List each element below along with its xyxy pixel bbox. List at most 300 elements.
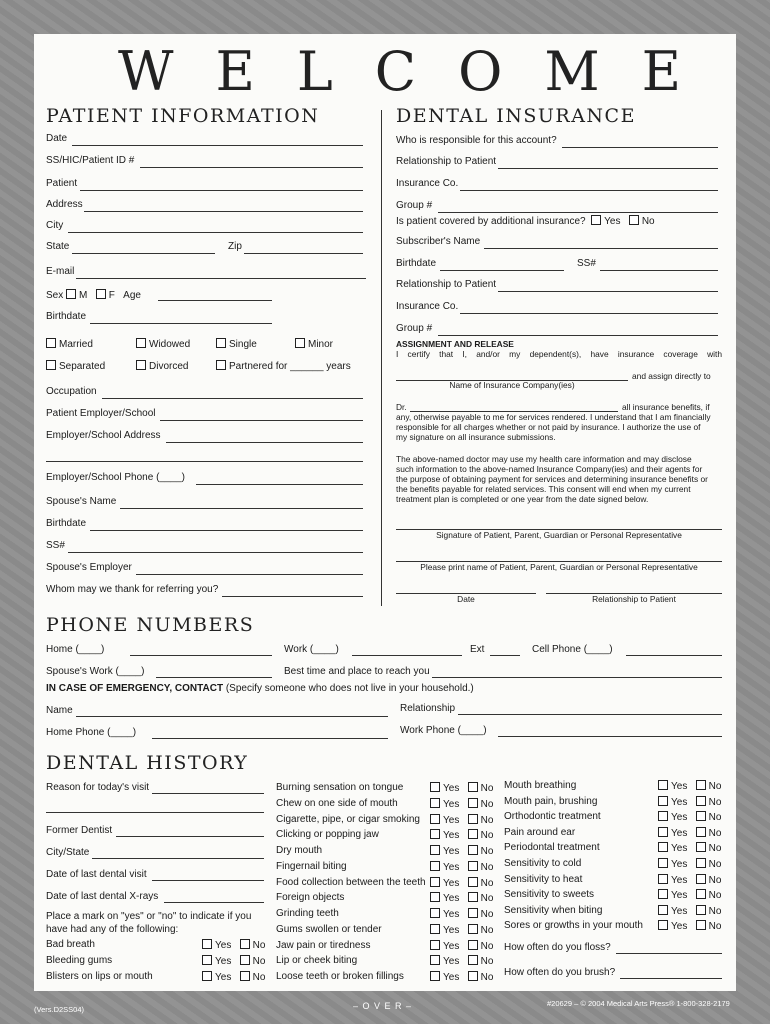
release-line1: I certify that I, and/or my dependent(s), have insurance coverage with bbox=[396, 349, 722, 359]
yes-checkbox[interactable] bbox=[658, 780, 668, 790]
partnered-label: Partnered for ______ years bbox=[229, 361, 351, 372]
additional-label: Is patient covered by additional insurance? bbox=[396, 216, 586, 227]
no-checkbox[interactable] bbox=[696, 920, 706, 930]
emergency-work-phone-label: Work Phone (____) bbox=[400, 725, 487, 736]
yes-checkbox[interactable] bbox=[430, 955, 440, 965]
no-label: No bbox=[480, 846, 494, 857]
yes-label: Yes bbox=[671, 890, 688, 902]
yes-no-options[interactable] bbox=[658, 842, 721, 855]
employer-address-field-2[interactable] bbox=[46, 461, 363, 462]
benefits-if-text: all insurance benefits, if bbox=[622, 402, 710, 412]
yes-label: Yes bbox=[671, 812, 688, 824]
yes-checkbox[interactable] bbox=[430, 971, 440, 981]
date-caption: Date bbox=[457, 594, 475, 604]
single-checkbox[interactable] bbox=[216, 338, 226, 348]
date-label: Date bbox=[46, 133, 68, 144]
yes-checkbox[interactable] bbox=[430, 782, 440, 792]
emergency-name-label: Name bbox=[46, 705, 73, 716]
no-checkbox[interactable] bbox=[468, 924, 478, 934]
condition-label: Mouth breathing bbox=[504, 780, 577, 791]
additional-yes-checkbox[interactable] bbox=[591, 215, 601, 225]
no-checkbox[interactable] bbox=[696, 796, 706, 806]
patient-info-heading: PATIENT INFORMATION bbox=[46, 105, 320, 127]
date-field[interactable] bbox=[72, 145, 363, 146]
city-label: City bbox=[46, 220, 64, 231]
yes-no-options[interactable] bbox=[430, 908, 493, 921]
yes-checkbox[interactable] bbox=[658, 920, 668, 930]
yes-checkbox[interactable] bbox=[658, 811, 668, 821]
yes-checkbox[interactable] bbox=[430, 814, 440, 824]
condition-label: Chew on one side of mouth bbox=[276, 797, 398, 809]
yes-label: Yes bbox=[671, 874, 688, 886]
last-visit-label: Date of last dental visit bbox=[46, 869, 147, 880]
partnered-option[interactable] bbox=[216, 360, 351, 373]
form-title: WELCOME bbox=[118, 40, 724, 103]
sex-f-label: F bbox=[108, 290, 115, 301]
yes-checkbox[interactable] bbox=[430, 908, 440, 918]
additional-row bbox=[396, 215, 655, 228]
relationship1-label: Relationship to Patient bbox=[396, 156, 497, 167]
minor-label: Minor bbox=[308, 339, 334, 350]
yes-label: Yes bbox=[443, 972, 460, 983]
yes-no-options[interactable] bbox=[658, 874, 721, 887]
release-para2-line4: the benefits payable for related services. This consent will end when my current bbox=[396, 484, 691, 494]
responsible-label: Who is responsible for this account? bbox=[396, 135, 557, 146]
yes-checkbox[interactable] bbox=[430, 924, 440, 934]
no-checkbox[interactable] bbox=[240, 971, 250, 981]
no-label: No bbox=[480, 956, 494, 968]
company2-field[interactable] bbox=[460, 313, 718, 314]
condition-label: Grinding teeth bbox=[276, 908, 339, 919]
emergency-home-phone-field[interactable] bbox=[152, 738, 388, 739]
spouse-ss-label: SS# bbox=[46, 540, 65, 551]
no-checkbox[interactable] bbox=[468, 955, 478, 965]
condition-label: Pain around ear bbox=[504, 826, 576, 838]
relationship1-field[interactable] bbox=[498, 168, 718, 169]
spouse-employer-field[interactable] bbox=[136, 574, 363, 575]
condition-label: Dry mouth bbox=[276, 845, 323, 856]
no-checkbox[interactable] bbox=[696, 842, 706, 852]
no-label: No bbox=[480, 909, 494, 920]
no-checkbox[interactable] bbox=[696, 889, 706, 899]
yes-checkbox[interactable] bbox=[202, 955, 212, 965]
ext-field[interactable] bbox=[490, 655, 520, 656]
no-checkbox[interactable] bbox=[240, 939, 250, 949]
yes-no-options[interactable] bbox=[430, 877, 493, 890]
release-para1-line4: my signature on all insurance submissions. bbox=[396, 432, 556, 442]
yes-no-options[interactable] bbox=[430, 814, 493, 827]
sex-m-checkbox[interactable] bbox=[66, 289, 76, 299]
no-label: No bbox=[708, 812, 722, 824]
yes-no-options[interactable] bbox=[658, 905, 721, 918]
ins-ss-field[interactable] bbox=[600, 270, 718, 271]
over-text: – O V E R – bbox=[353, 1001, 413, 1011]
no-checkbox[interactable] bbox=[468, 861, 478, 871]
email-field[interactable] bbox=[76, 278, 366, 279]
yes-no-options[interactable] bbox=[202, 971, 265, 984]
no-checkbox[interactable] bbox=[468, 814, 478, 824]
dental-history-heading: DENTAL HISTORY bbox=[46, 752, 249, 774]
yes-label: Yes bbox=[443, 783, 460, 794]
yes-no-options[interactable] bbox=[658, 889, 721, 902]
no-checkbox[interactable] bbox=[468, 908, 478, 918]
condition-label: Clicking or popping jaw bbox=[276, 829, 379, 841]
company1-label: Insurance Co. bbox=[396, 178, 459, 189]
relationship2-label: Relationship to Patient bbox=[396, 279, 497, 290]
no-checkbox[interactable] bbox=[696, 858, 706, 868]
sex-f-checkbox[interactable] bbox=[96, 289, 106, 299]
condition-label: Lip or cheek biting bbox=[276, 955, 358, 967]
sex-label: Sex bbox=[46, 290, 64, 301]
single-label: Single bbox=[229, 339, 257, 350]
cell-phone-label: Cell Phone (____) bbox=[532, 644, 613, 655]
no-checkbox[interactable] bbox=[468, 798, 478, 808]
occupation-label: Occupation bbox=[46, 386, 97, 397]
ext-label: Ext bbox=[470, 644, 485, 655]
separated-label: Separated bbox=[59, 361, 106, 372]
referral-label: Whom may we thank for referring you? bbox=[46, 584, 219, 595]
no-checkbox[interactable] bbox=[696, 905, 706, 915]
city-field[interactable] bbox=[68, 232, 363, 233]
no-label: No bbox=[480, 877, 494, 889]
emergency-relationship-field[interactable] bbox=[458, 714, 722, 715]
yes-no-options[interactable] bbox=[658, 858, 721, 871]
relationship2-field[interactable] bbox=[498, 291, 718, 292]
age-label: Age bbox=[123, 290, 141, 301]
spouse-ss-field[interactable] bbox=[68, 552, 363, 553]
signature-caption: Signature of Patient, Parent, Guardian or Personal Representative bbox=[436, 530, 682, 540]
yes-label: Yes bbox=[443, 956, 460, 968]
patient-field[interactable] bbox=[80, 190, 363, 191]
release-heading: ASSIGNMENT AND RELEASE bbox=[396, 339, 514, 349]
birthdate-field[interactable] bbox=[90, 323, 272, 324]
yes-no-options[interactable] bbox=[430, 924, 493, 937]
responsible-field[interactable] bbox=[562, 147, 718, 148]
home-phone-label: Home (____) bbox=[46, 644, 105, 655]
yes-label: Yes bbox=[671, 843, 688, 855]
yes-checkbox[interactable] bbox=[658, 796, 668, 806]
condition-label: Fingernail biting bbox=[276, 860, 347, 872]
yes-label: Yes bbox=[443, 814, 460, 826]
divorced-option[interactable] bbox=[136, 360, 188, 373]
relationship-caption: Relationship to Patient bbox=[592, 594, 676, 604]
married-checkbox[interactable] bbox=[46, 338, 56, 348]
single-option[interactable] bbox=[216, 338, 257, 351]
yes-no-options[interactable] bbox=[658, 780, 721, 793]
ins-ss-label: SS# bbox=[577, 258, 596, 269]
phone-numbers-heading: PHONE NUMBERS bbox=[46, 614, 255, 636]
condition-label: Jaw pain or tiredness bbox=[276, 939, 371, 951]
yes-checkbox[interactable] bbox=[658, 842, 668, 852]
company-caption: Name of Insurance Company(ies) bbox=[449, 380, 575, 390]
no-checkbox[interactable] bbox=[468, 845, 478, 855]
yes-label: Yes bbox=[443, 877, 460, 889]
subscriber-field[interactable] bbox=[484, 248, 718, 249]
column-divider bbox=[381, 110, 382, 606]
address-field[interactable] bbox=[84, 211, 363, 212]
reason-field[interactable] bbox=[152, 793, 264, 794]
no-label: No bbox=[708, 859, 722, 870]
subscriber-label: Subscriber's Name bbox=[396, 236, 481, 247]
group2-field[interactable] bbox=[438, 335, 718, 336]
last-xrays-field[interactable] bbox=[164, 902, 264, 903]
work-phone-label: Work (____) bbox=[284, 644, 339, 655]
no-label: No bbox=[480, 861, 494, 873]
divorced-checkbox[interactable] bbox=[136, 360, 146, 370]
condition-label: Bad breath bbox=[46, 939, 95, 950]
no-label: No bbox=[252, 956, 266, 967]
ssid-field[interactable] bbox=[140, 167, 363, 168]
no-label: No bbox=[480, 972, 494, 983]
no-checkbox[interactable] bbox=[468, 877, 478, 887]
last-xrays-label: Date of last dental X-rays bbox=[46, 891, 159, 902]
employer-address-field[interactable] bbox=[166, 442, 363, 443]
company1-field[interactable] bbox=[460, 190, 718, 191]
condition-label: Sores or growths in your mouth bbox=[504, 920, 643, 932]
ssid-label: SS/HIC/Patient ID # bbox=[46, 155, 135, 166]
spouse-birthdate-field[interactable] bbox=[90, 530, 363, 531]
yes-checkbox[interactable] bbox=[202, 939, 212, 949]
former-dentist-field[interactable] bbox=[116, 836, 264, 837]
yes-checkbox[interactable] bbox=[658, 889, 668, 899]
ins-birthdate-field[interactable] bbox=[440, 270, 564, 271]
instruction-line1: Place a mark on "yes" or "no" to indicate if you bbox=[46, 911, 252, 922]
assign-directly-text: and assign directly to bbox=[632, 371, 711, 381]
yes-no-options[interactable] bbox=[658, 920, 721, 933]
condition-label: Sensitivity when biting bbox=[504, 904, 603, 916]
sex-row bbox=[46, 289, 141, 302]
release-para2-line1: The above-named doctor may use my health care information and may disclose bbox=[396, 454, 692, 464]
condition-label: Food collection between the teeth bbox=[276, 876, 426, 888]
print-name-caption: Please print name of Patient, Parent, Guardian or Personal Representative bbox=[420, 562, 698, 572]
married-label: Married bbox=[59, 339, 93, 350]
no-label: No bbox=[480, 830, 494, 842]
yes-checkbox[interactable] bbox=[658, 858, 668, 868]
no-label: No bbox=[480, 893, 494, 905]
emergency-work-phone-field[interactable] bbox=[498, 736, 722, 737]
no-checkbox[interactable] bbox=[696, 780, 706, 790]
age-field[interactable] bbox=[158, 300, 272, 301]
yes-label: Yes bbox=[443, 924, 460, 936]
yes-no-options[interactable] bbox=[658, 811, 721, 824]
best-time-label: Best time and place to reach you bbox=[284, 666, 430, 677]
additional-yes-label: Yes bbox=[604, 216, 621, 227]
spouse-name-label: Spouse's Name bbox=[46, 496, 117, 507]
yes-label: Yes bbox=[443, 940, 460, 952]
floss-label: How often do you floss? bbox=[504, 942, 611, 953]
no-label: No bbox=[252, 972, 266, 983]
yes-no-options[interactable] bbox=[430, 845, 493, 858]
yes-label: Yes bbox=[671, 859, 688, 870]
zip-field[interactable] bbox=[244, 253, 363, 254]
yes-checkbox[interactable] bbox=[430, 798, 440, 808]
brush-field[interactable] bbox=[620, 978, 722, 979]
release-para2-line3: the purpose of obtaining payment for services and determining insurance benefits or bbox=[396, 474, 708, 484]
birthdate-label: Birthdate bbox=[46, 311, 87, 322]
last-visit-field[interactable] bbox=[152, 880, 264, 881]
patient-label: Patient bbox=[46, 178, 78, 189]
form-paper bbox=[34, 34, 736, 991]
yes-no-options[interactable] bbox=[430, 782, 493, 795]
separated-checkbox[interactable] bbox=[46, 360, 56, 370]
dr-label: Dr. bbox=[396, 402, 407, 412]
yes-label: Yes bbox=[215, 972, 232, 983]
separated-option[interactable] bbox=[46, 360, 105, 373]
address-label: Address bbox=[46, 199, 83, 210]
no-checkbox[interactable] bbox=[468, 940, 478, 950]
ins-birthdate-label: Birthdate bbox=[396, 258, 437, 269]
yes-label: Yes bbox=[443, 861, 460, 873]
no-checkbox[interactable] bbox=[468, 971, 478, 981]
condition-label: Loose teeth or broken fillings bbox=[276, 971, 404, 982]
reason-field-2[interactable] bbox=[46, 812, 264, 813]
yes-no-options[interactable] bbox=[430, 892, 493, 905]
yes-label: Yes bbox=[443, 830, 460, 842]
yes-checkbox[interactable] bbox=[430, 861, 440, 871]
no-label: No bbox=[480, 940, 494, 952]
former-dentist-label: Former Dentist bbox=[46, 825, 113, 836]
release-para1-line2: any, otherwise payable to me for services rendered. I understand that I am financially bbox=[396, 412, 711, 422]
dental-insurance-heading: DENTAL INSURANCE bbox=[396, 105, 636, 127]
referral-field[interactable] bbox=[222, 596, 363, 597]
condition-label: Gums swollen or tender bbox=[276, 923, 382, 935]
yes-no-options[interactable] bbox=[202, 955, 265, 968]
condition-label: Bleeding gums bbox=[46, 955, 113, 966]
yes-label: Yes bbox=[671, 796, 688, 808]
spouse-name-field[interactable] bbox=[120, 508, 363, 509]
yes-no-options[interactable] bbox=[658, 827, 721, 840]
employer-address-label: Employer/School Address bbox=[46, 430, 161, 441]
condition-label: Burning sensation on tongue bbox=[276, 782, 404, 793]
work-phone-field[interactable] bbox=[352, 655, 462, 656]
yes-no-options[interactable] bbox=[658, 796, 721, 809]
group1-field[interactable] bbox=[438, 212, 718, 213]
yes-no-options[interactable] bbox=[202, 939, 265, 952]
city-state-field[interactable] bbox=[92, 858, 264, 859]
yes-checkbox[interactable] bbox=[658, 905, 668, 915]
yes-no-options[interactable] bbox=[430, 971, 493, 984]
yes-no-options[interactable] bbox=[430, 861, 493, 874]
yes-label: Yes bbox=[671, 781, 688, 792]
employer-field[interactable] bbox=[160, 420, 363, 421]
yes-checkbox[interactable] bbox=[658, 827, 668, 837]
yes-label: Yes bbox=[215, 940, 232, 951]
spouse-birthdate-label: Birthdate bbox=[46, 518, 87, 529]
no-checkbox[interactable] bbox=[468, 782, 478, 792]
emergency-name-field[interactable] bbox=[76, 716, 388, 717]
emergency-heading: IN CASE OF EMERGENCY, CONTACT bbox=[46, 683, 224, 694]
emergency-note: (Specify someone who does not live in your household.) bbox=[225, 683, 474, 694]
state-field[interactable] bbox=[72, 253, 215, 254]
no-checkbox[interactable] bbox=[468, 829, 478, 839]
partnered-checkbox[interactable] bbox=[216, 360, 226, 370]
yes-no-options[interactable] bbox=[430, 955, 493, 968]
home-phone-field[interactable] bbox=[130, 655, 272, 656]
yes-label: Yes bbox=[443, 846, 460, 857]
no-label: No bbox=[252, 940, 266, 951]
state-label: State bbox=[46, 241, 70, 252]
married-option[interactable] bbox=[46, 338, 93, 351]
sex-m-label: M bbox=[79, 290, 88, 301]
condition-label: Foreign objects bbox=[276, 892, 345, 904]
yes-checkbox[interactable] bbox=[430, 845, 440, 855]
yes-checkbox[interactable] bbox=[430, 940, 440, 950]
additional-no-checkbox[interactable] bbox=[629, 215, 639, 225]
yes-no-options[interactable] bbox=[430, 798, 493, 811]
no-label: No bbox=[708, 827, 722, 839]
brush-label: How often do you brush? bbox=[504, 967, 616, 978]
release-para2-line5: treatment plan is completed or one year from the date signed below. bbox=[396, 494, 649, 504]
yes-checkbox[interactable] bbox=[202, 971, 212, 981]
copyright-text: #20629 – © 2004 Medical Arts Press® 1-800-328-2179 bbox=[547, 999, 730, 1008]
floss-field[interactable] bbox=[616, 953, 722, 954]
occupation-field[interactable] bbox=[102, 398, 363, 399]
no-label: No bbox=[708, 781, 722, 792]
widowed-label: Widowed bbox=[149, 339, 191, 350]
yes-checkbox[interactable] bbox=[430, 829, 440, 839]
no-label: No bbox=[708, 796, 722, 808]
no-label: No bbox=[708, 905, 722, 917]
city-state-label: City/State bbox=[46, 847, 90, 858]
no-label: No bbox=[480, 814, 494, 826]
yes-no-options[interactable] bbox=[430, 940, 493, 953]
no-checkbox[interactable] bbox=[468, 892, 478, 902]
no-label: No bbox=[480, 924, 494, 936]
condition-label: Orthodontic treatment bbox=[504, 811, 601, 823]
divorced-label: Divorced bbox=[149, 361, 189, 372]
additional-no-label: No bbox=[641, 216, 655, 227]
minor-checkbox[interactable] bbox=[295, 338, 305, 348]
group1-label: Group # bbox=[396, 200, 433, 211]
yes-label: Yes bbox=[215, 956, 232, 967]
no-label: No bbox=[480, 783, 494, 794]
condition-label: Cigarette, pipe, or cigar smoking bbox=[276, 813, 420, 825]
no-label: No bbox=[708, 874, 722, 886]
condition-label: Periodontal treatment bbox=[504, 842, 600, 854]
condition-label: Sensitivity to sweets bbox=[504, 889, 595, 901]
yes-label: Yes bbox=[443, 909, 460, 920]
no-checkbox[interactable] bbox=[696, 874, 706, 884]
widowed-option[interactable] bbox=[136, 338, 190, 351]
no-label: No bbox=[480, 798, 494, 810]
version-code: (Vers.D2SS04) bbox=[34, 1005, 85, 1014]
best-time-field[interactable] bbox=[432, 677, 722, 678]
minor-option[interactable] bbox=[295, 338, 333, 351]
condition-label: Blisters on lips or mouth bbox=[46, 971, 153, 982]
widowed-checkbox[interactable] bbox=[136, 338, 146, 348]
email-label: E-mail bbox=[46, 266, 75, 277]
yes-checkbox[interactable] bbox=[430, 877, 440, 887]
cell-phone-field[interactable] bbox=[626, 655, 722, 656]
condition-label: Sensitivity to cold bbox=[504, 858, 582, 869]
release-para2-line2: such information to the above-named Insurance Company(ies) and their agents for bbox=[396, 464, 703, 474]
employer-phone-label: Employer/School Phone (____) bbox=[46, 472, 185, 483]
no-label: No bbox=[708, 890, 722, 902]
employer-phone-field[interactable] bbox=[196, 484, 363, 485]
no-checkbox[interactable] bbox=[696, 811, 706, 821]
group2-label: Group # bbox=[396, 323, 433, 334]
yes-checkbox[interactable] bbox=[658, 874, 668, 884]
company2-label: Insurance Co. bbox=[396, 301, 459, 312]
yes-checkbox[interactable] bbox=[430, 892, 440, 902]
no-checkbox[interactable] bbox=[240, 955, 250, 965]
yes-no-options[interactable] bbox=[430, 829, 493, 842]
employer-label: Patient Employer/School bbox=[46, 408, 156, 419]
yes-label: Yes bbox=[671, 827, 688, 839]
spouse-work-field[interactable] bbox=[156, 677, 272, 678]
no-checkbox[interactable] bbox=[696, 827, 706, 837]
yes-label: Yes bbox=[671, 905, 688, 917]
